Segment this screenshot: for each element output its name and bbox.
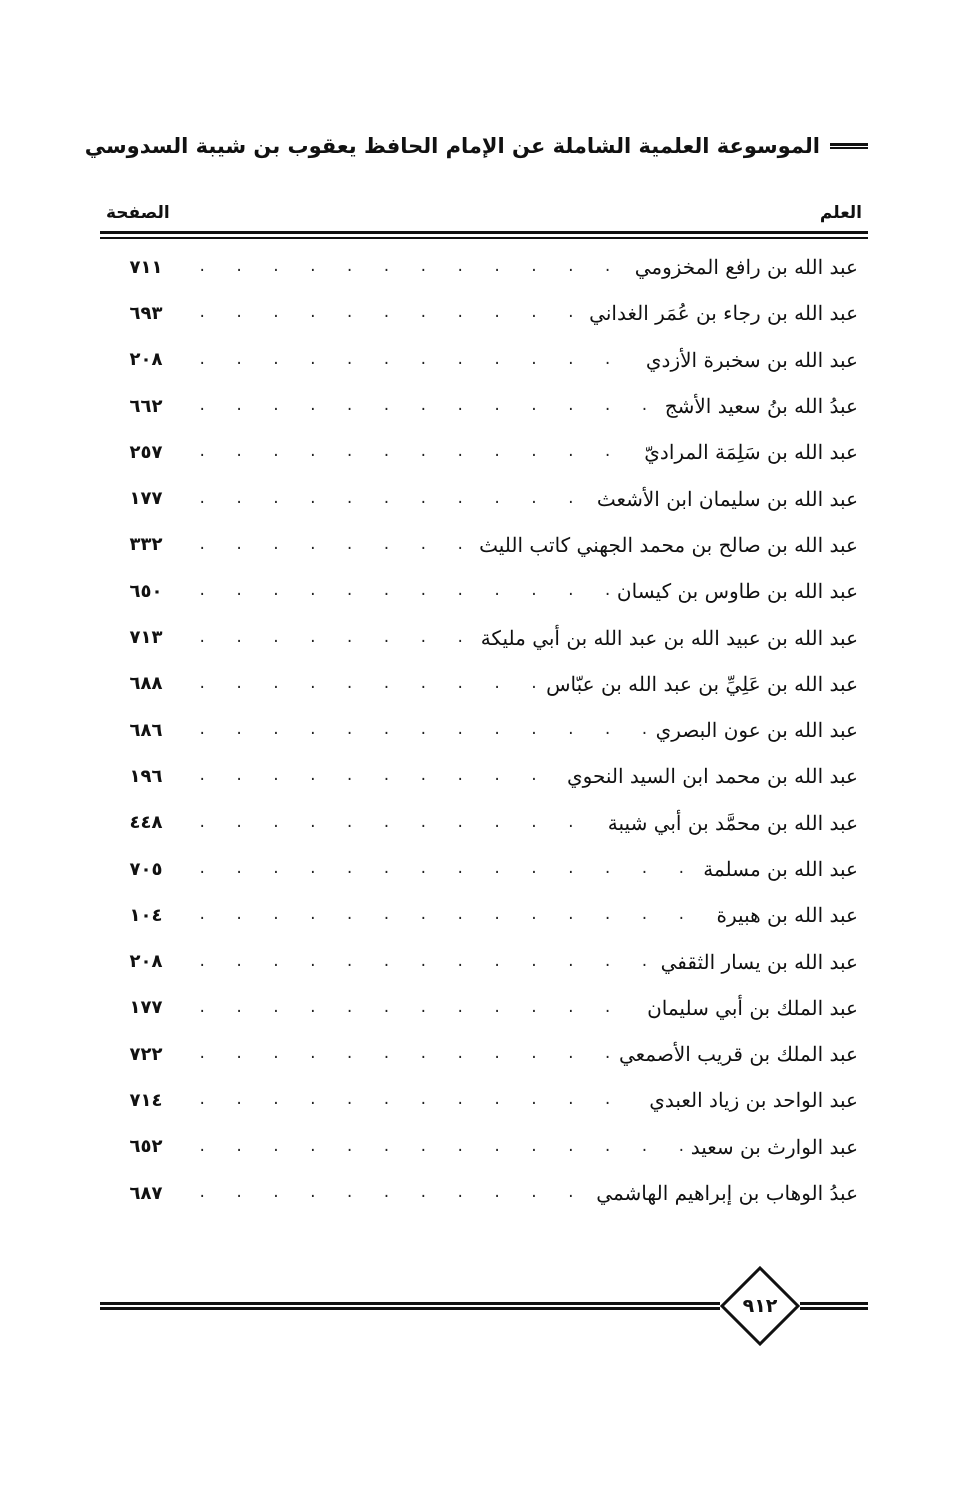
entry-name: عبد الله بن سخبرة الأزدي (645, 347, 858, 372)
leader-dots (198, 1089, 643, 1111)
entry-page: ١٠٤ (129, 904, 163, 926)
index-entry (100, 753, 868, 799)
entry-name: عبد الله بن محمد ابن السيد النحوي (566, 764, 858, 789)
leader-dots (198, 395, 659, 417)
column-header-rule (100, 231, 868, 239)
entry-page: ٢٠٨ (129, 349, 163, 371)
index-entry (100, 846, 868, 892)
entry-page: ٧٢٢ (129, 1043, 163, 1065)
index-entry (100, 383, 868, 429)
entry-name: عبد الله بن صالح بن محمد الجهني كاتب الليث (479, 532, 858, 557)
leader-dots (198, 580, 611, 602)
index-entry (100, 1124, 868, 1170)
entry-name: عبدُ الوهاب بن إبراهيم الهاشمي (596, 1181, 858, 1206)
leader-dots (198, 302, 583, 324)
entry-name: عبد الله بن عون البصري (655, 718, 858, 743)
entry-page: ٢٥٧ (129, 441, 163, 463)
leader-dots (198, 627, 475, 649)
index-entry (100, 614, 868, 660)
leader-dots (198, 673, 540, 695)
entry-page: ٦٨٨ (129, 673, 163, 695)
entry-name: عبد الله بن سَلِمَة المراديّ (644, 440, 858, 465)
column-headers (100, 198, 868, 228)
index-entry (100, 290, 868, 336)
index-entry (100, 661, 868, 707)
entry-page: ٦٦٢ (129, 395, 163, 417)
entry-page: ٧١١ (129, 256, 163, 278)
footer-rule-left (100, 1302, 720, 1310)
leader-dots (198, 719, 650, 741)
leader-dots (198, 441, 638, 463)
entry-name: عبد الله بن رافع المخزومي (634, 255, 858, 280)
entry-page: ١٧٧ (129, 997, 163, 1019)
entry-name: عبد الله بن طاوس بن كيسان (616, 579, 858, 604)
entry-name: عبد الله بن عَلِيِّ بن عبد الله بن عبّاس (546, 671, 858, 696)
index-entry (100, 707, 868, 753)
entry-page: ٦٨٧ (129, 1182, 163, 1204)
entry-name: عبد الوارث بن سعيد (690, 1134, 858, 1159)
index-entry (100, 892, 868, 938)
entry-page: ٢٠٨ (129, 951, 163, 973)
entry-name: عبد الله بن هبيرة (716, 903, 858, 928)
leader-dots (198, 1136, 685, 1158)
entry-page: ١٩٦ (129, 765, 163, 787)
entry-name: عبد الملك بن أبي سليمان (647, 995, 858, 1020)
header-rule-short (830, 143, 868, 149)
leader-dots (198, 349, 640, 371)
entry-page: ٦٨٦ (129, 719, 163, 741)
page-number-badge (720, 1266, 800, 1346)
running-header (84, 128, 868, 164)
leader-dots (198, 812, 602, 834)
leader-dots (198, 765, 561, 787)
index-entry (100, 800, 868, 846)
entry-name: عبد الله بن محمَّد بن أبي شيبة (607, 810, 858, 835)
entry-name: عبد الواحد بن زياد العبدي (649, 1088, 858, 1113)
index-entry (100, 429, 868, 475)
index-entries (100, 244, 868, 1216)
entry-page: ١٧٧ (129, 488, 163, 510)
index-entry (100, 475, 868, 521)
index-entry (100, 337, 868, 383)
entry-name: عبد الله بن عبيد الله بن عبد الله بن أبي مليكة (480, 625, 858, 650)
entry-name: عبد الله بن رجاء بن عُمَر الغداني (589, 301, 858, 326)
leader-dots (198, 1043, 613, 1065)
index-entry (100, 985, 868, 1031)
entry-name: عبد الملك بن قريب الأصمعي (618, 1042, 858, 1067)
entry-page: ٤٤٨ (129, 812, 163, 834)
index-entry (100, 1077, 868, 1123)
entry-page: ٦٩٣ (129, 302, 163, 324)
leader-dots (198, 534, 473, 556)
leader-dots (198, 1182, 590, 1204)
entry-page: ٧٠٥ (129, 858, 163, 880)
footer-rule-right (800, 1302, 868, 1310)
index-entry (100, 244, 868, 290)
entry-page: ٧١٣ (129, 627, 163, 649)
leader-dots (198, 256, 629, 278)
index-entry (100, 522, 868, 568)
leader-dots (198, 858, 697, 880)
index-entry (100, 1170, 868, 1216)
entry-page: ٧١٤ (129, 1089, 163, 1111)
index-entry (100, 568, 868, 614)
index-entry (100, 938, 868, 984)
page-number: ٩١٢ (742, 1295, 778, 1317)
page-column-label: الصفحة (106, 203, 170, 223)
leader-dots (198, 488, 591, 510)
leader-dots (198, 997, 641, 1019)
entry-name: عبد الله بن مسلمة (703, 857, 858, 881)
index-entry (100, 1031, 868, 1077)
entry-page: ٦٥٠ (129, 580, 163, 602)
entry-name: عبدُ الله بنُ سعيد الأشج (664, 394, 858, 419)
entry-name: عبد الله بن سليمان ابن الأشعث (596, 486, 858, 511)
entry-name: عبد الله بن يسار الثقفي (660, 949, 858, 974)
leader-dots (198, 904, 711, 926)
running-title: الموسوعة العلمية الشاملة عن الإمام الحافظ يعقوب بن شيبة السدوسي (84, 134, 820, 158)
entry-page: ٣٣٢ (129, 534, 163, 556)
entry-page: ٦٥٢ (129, 1136, 163, 1158)
leader-dots (198, 951, 655, 973)
name-column-label: العلم (819, 203, 862, 223)
